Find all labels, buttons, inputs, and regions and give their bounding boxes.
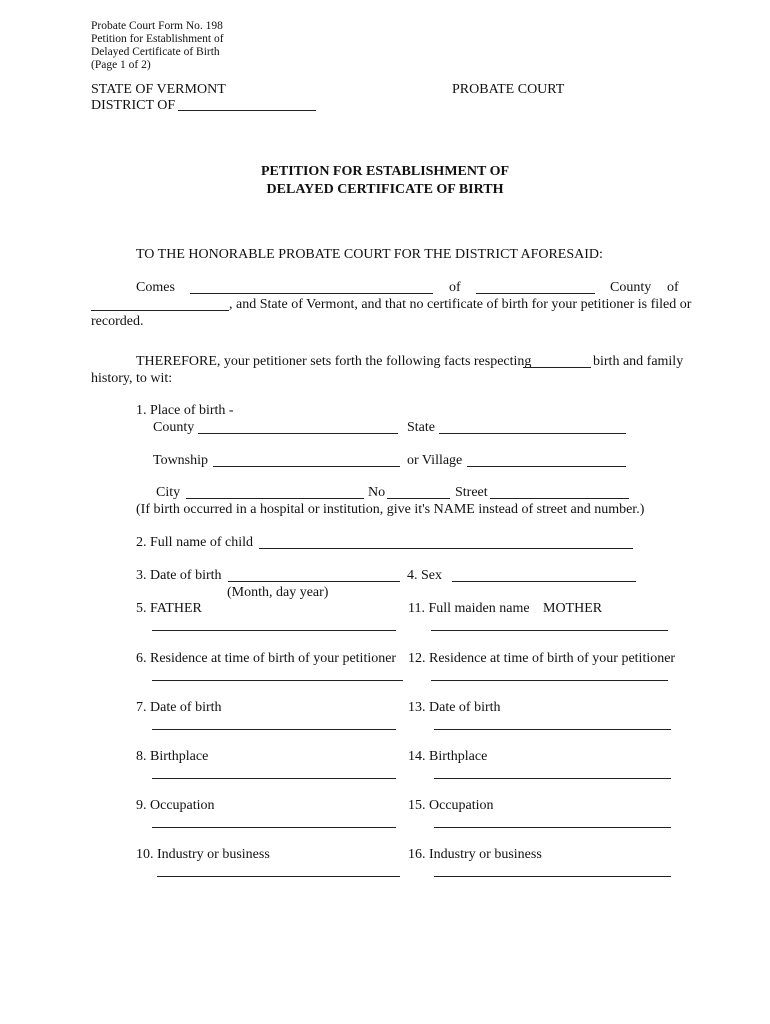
- form-title-line-2: Delayed Certificate of Birth: [91, 46, 220, 58]
- birth-state-field[interactable]: [439, 433, 626, 434]
- street-field[interactable]: [490, 498, 629, 499]
- document-title-line-1: PETITION FOR ESTABLISHMENT OF: [260, 164, 510, 179]
- mother-occupation-label: 15. Occupation: [408, 798, 494, 813]
- mother-dob-label: 13. Date of birth: [408, 700, 501, 715]
- document-title-line-2: DELAYED CERTIFICATE OF BIRTH: [266, 182, 504, 197]
- birth-family-text: birth and family: [593, 354, 684, 369]
- district-label: DISTRICT OF: [91, 98, 176, 113]
- mother-residence-label: 12. Residence at time of birth of your petitioner: [408, 651, 676, 666]
- father-residence-label: 6. Residence at time of birth of your petitioner: [136, 651, 397, 666]
- city-label: City: [156, 485, 181, 500]
- father-industry-field[interactable]: [157, 876, 400, 877]
- father-occupation-field[interactable]: [152, 827, 396, 828]
- mother-residence-field[interactable]: [431, 680, 668, 681]
- village-field[interactable]: [467, 466, 626, 467]
- full-name-field[interactable]: [259, 548, 633, 549]
- of-label: of: [449, 280, 461, 295]
- respecting-blank[interactable]: [523, 367, 591, 368]
- mother-industry-field[interactable]: [434, 876, 671, 877]
- sex-field[interactable]: [452, 581, 636, 582]
- state-statement: , and State of Vermont, and that no certificate of birth for your petitioner is filed or: [229, 297, 692, 312]
- page-indicator: (Page 1 of 2): [91, 59, 151, 71]
- father-residence-field[interactable]: [152, 680, 403, 681]
- court-address: TO THE HONORABLE PROBATE COURT FOR THE DISTRICT AFORESAID:: [136, 247, 603, 262]
- court-name: PROBATE COURT: [452, 82, 565, 97]
- residence-blank[interactable]: [476, 293, 595, 294]
- place-of-birth-label: 1. Place of birth -: [136, 403, 234, 418]
- form-title-line-1: Petition for Establishment of: [91, 33, 224, 45]
- township-field[interactable]: [213, 466, 400, 467]
- father-name-field[interactable]: [152, 630, 396, 631]
- comes-label: Comes: [136, 280, 175, 295]
- county-blank[interactable]: [91, 310, 229, 311]
- father-dob-label: 7. Date of birth: [136, 700, 222, 715]
- birth-county-label: County: [153, 420, 195, 435]
- birth-county-field[interactable]: [198, 433, 398, 434]
- county-label: County: [610, 280, 652, 295]
- child-dob-label: 3. Date of birth: [136, 568, 222, 583]
- father-dob-field[interactable]: [152, 729, 396, 730]
- mother-birthplace-label: 14. Birthplace: [408, 749, 488, 764]
- street-number-field[interactable]: [387, 498, 450, 499]
- sex-label: 4. Sex: [407, 568, 442, 583]
- township-label: Township: [153, 453, 209, 468]
- street-label: Street: [455, 485, 488, 500]
- history-text: history, to wit:: [91, 371, 173, 386]
- city-field[interactable]: [186, 498, 364, 499]
- therefore-text: THEREFORE, your petitioner sets forth the following facts respecting: [136, 354, 532, 369]
- maiden-name-label: 11. Full maiden name: [408, 601, 530, 616]
- father-birthplace-label: 8. Birthplace: [136, 749, 209, 764]
- mother-maiden-name-field[interactable]: [431, 630, 668, 631]
- petitioner-name-blank[interactable]: [190, 293, 433, 294]
- child-dob-field[interactable]: [228, 581, 400, 582]
- father-industry-label: 10. Industry or business: [136, 847, 270, 862]
- village-label: or Village: [407, 453, 463, 468]
- recorded-text: recorded.: [91, 314, 144, 329]
- father-occupation-label: 9. Occupation: [136, 798, 215, 813]
- state-label: STATE OF VERMONT: [91, 82, 226, 97]
- hospital-note: (If birth occurred in a hospital or institution, give it's NAME instead of street and number.): [136, 502, 645, 517]
- full-name-label: 2. Full name of child: [136, 535, 254, 550]
- mother-occupation-field[interactable]: [434, 827, 671, 828]
- of-label-2: of: [667, 280, 679, 295]
- date-format-hint: (Month, day year): [227, 585, 329, 600]
- mother-birthplace-field[interactable]: [434, 778, 671, 779]
- mother-industry-label: 16. Industry or business: [408, 847, 542, 862]
- father-label: 5. FATHER: [136, 601, 202, 616]
- form-number: Probate Court Form No. 198: [91, 20, 223, 32]
- father-birthplace-field[interactable]: [152, 778, 396, 779]
- birth-state-label: State: [407, 420, 435, 435]
- mother-dob-field[interactable]: [434, 729, 671, 730]
- district-blank[interactable]: [178, 110, 316, 111]
- number-label: No: [368, 485, 386, 500]
- mother-label: MOTHER: [543, 601, 603, 616]
